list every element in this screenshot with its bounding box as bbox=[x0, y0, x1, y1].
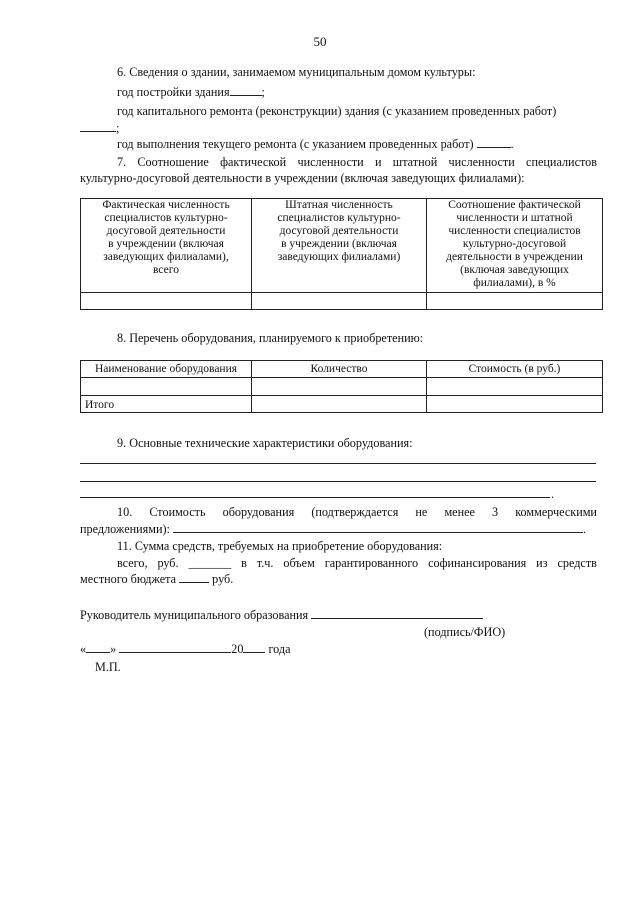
total-sum-blank[interactable]: _______ bbox=[188, 556, 232, 570]
equipment-total-row bbox=[81, 396, 603, 413]
staff-ratio-header-ratio: Соотношение фактической численности и штатной численности специалистов культурно-досуговой деятельности в учреждении (включая заведующих филиалами), в % bbox=[427, 199, 603, 293]
local-budget-unit: руб. bbox=[212, 572, 234, 586]
equipment-cell-qty[interactable] bbox=[252, 378, 427, 396]
s10-word: не bbox=[415, 505, 428, 519]
build-year-blank[interactable] bbox=[230, 84, 262, 96]
year-prefix: 20 bbox=[231, 642, 244, 656]
equipment-header-row bbox=[81, 361, 603, 378]
staff-ratio-cell-actual[interactable] bbox=[81, 293, 252, 310]
specs-line-2[interactable] bbox=[80, 481, 596, 482]
s10-word: 10. bbox=[117, 505, 133, 519]
current-repair-blank[interactable] bbox=[477, 136, 511, 148]
equipment-total-label: Итого bbox=[81, 396, 252, 413]
section-10-line2 bbox=[80, 521, 586, 537]
page-number: 50 bbox=[313, 34, 327, 49]
section-7-line2: культурно-досуговой деятельности в учреждении (включая заведующих филиалами): bbox=[80, 171, 525, 185]
equipment-total-qty[interactable] bbox=[252, 396, 427, 413]
s11-word: в bbox=[241, 556, 247, 570]
date-month-blank[interactable] bbox=[119, 641, 231, 653]
equipment-header-qty: Количество bbox=[252, 361, 427, 378]
staff-ratio-input-row bbox=[81, 293, 603, 310]
build-year-line bbox=[117, 84, 265, 100]
capital-repair-blank[interactable] bbox=[80, 120, 116, 132]
section-8-heading: 8. Перечень оборудования, планируемого к приобретению: bbox=[117, 331, 424, 345]
staff-ratio-cell-staff[interactable] bbox=[252, 293, 427, 310]
s10-label: предложениями): bbox=[80, 522, 170, 536]
staff-ratio-cell-ratio[interactable] bbox=[427, 293, 603, 310]
section-11-heading: 11. Сумма средств, требуемых на приобретение оборудования: bbox=[117, 539, 443, 553]
stamp-mark: М.П. bbox=[95, 660, 121, 674]
s10-word: коммерческими bbox=[515, 505, 597, 519]
signature-line bbox=[80, 607, 483, 623]
staff-ratio-header-row bbox=[81, 199, 603, 293]
equipment-cell-cost[interactable] bbox=[427, 378, 603, 396]
build-year-end: ; bbox=[261, 85, 265, 99]
section-10-line1 bbox=[117, 504, 597, 520]
s10-word: 3 bbox=[492, 505, 499, 519]
current-repair-end: . bbox=[510, 137, 514, 151]
capital-repair-end: ; bbox=[116, 121, 120, 135]
staff-ratio-header-staff: Штатная численность специалистов культурно- досуговой деятельности в учреждении (включая заведующих филиалами) bbox=[252, 199, 427, 293]
s11-word: софинансирования bbox=[428, 556, 527, 570]
current-repair-label: год выполнения текущего ремонта (с указанием проведенных работ) bbox=[117, 137, 474, 151]
signature-hint: (подпись/ФИО) bbox=[424, 625, 506, 639]
year-suffix: года bbox=[268, 642, 291, 656]
signature-blank[interactable] bbox=[311, 607, 483, 619]
section-6-heading: 6. Сведения о здании, занимаемом муниципальным домом культуры: bbox=[117, 65, 476, 79]
equipment-header-name: Наименование оборудования bbox=[81, 361, 252, 378]
equipment-table bbox=[80, 360, 603, 413]
date-close-quote: » bbox=[110, 642, 117, 656]
specs-end: . bbox=[551, 487, 555, 501]
s11-word: гарантированного bbox=[324, 556, 419, 570]
s10-end: . bbox=[582, 522, 587, 536]
section-11-line1 bbox=[117, 555, 597, 571]
equipment-row bbox=[81, 378, 603, 396]
capital-repair-label: год капитального ремонта (реконструкции) здания (с указанием проведенных работ) bbox=[117, 104, 557, 118]
s10-word: оборудования bbox=[222, 505, 295, 519]
date-year-blank[interactable] bbox=[243, 641, 265, 653]
s11-word: объем bbox=[283, 556, 315, 570]
head-label: Руководитель муниципального образования bbox=[80, 608, 309, 622]
s11-word: руб. bbox=[157, 556, 179, 570]
equipment-cost-blank[interactable] bbox=[173, 521, 583, 533]
staff-ratio-header-actual: Фактическая численность специалистов культурно- досуговой деятельности в учреждении (включая заведующих филиалами), всего bbox=[81, 199, 252, 293]
section-11-line2 bbox=[80, 571, 233, 587]
s11-word: из bbox=[536, 556, 548, 570]
specs-line-3[interactable] bbox=[80, 497, 550, 498]
staff-ratio-table bbox=[80, 198, 603, 310]
s11-word: всего, bbox=[117, 556, 148, 570]
s11-word: т.ч. bbox=[256, 556, 274, 570]
equipment-header-cost: Стоимость (в руб.) bbox=[427, 361, 603, 378]
section-9-heading: 9. Основные технические характеристики оборудования: bbox=[117, 436, 413, 450]
s10-word: Стоимость bbox=[149, 505, 206, 519]
equipment-total-cost[interactable] bbox=[427, 396, 603, 413]
equipment-cell-name[interactable] bbox=[81, 378, 252, 396]
date-day-blank[interactable] bbox=[86, 641, 110, 653]
capital-repair-line bbox=[80, 120, 119, 136]
s11-word: средств bbox=[557, 556, 597, 570]
section-7-line1: 7. Соотношение фактической численности и штатной численности специалистов bbox=[117, 155, 597, 169]
s10-word: (подтверждается bbox=[311, 505, 399, 519]
date-open-quote: « bbox=[80, 642, 87, 656]
date-line bbox=[80, 641, 291, 657]
local-budget-blank[interactable] bbox=[179, 571, 209, 583]
build-year-label: год постройки здания bbox=[117, 85, 230, 99]
s10-word: менее bbox=[444, 505, 475, 519]
specs-line-1[interactable] bbox=[80, 463, 596, 464]
current-repair-line bbox=[117, 136, 514, 152]
local-budget-label: местного бюджета bbox=[80, 572, 177, 586]
